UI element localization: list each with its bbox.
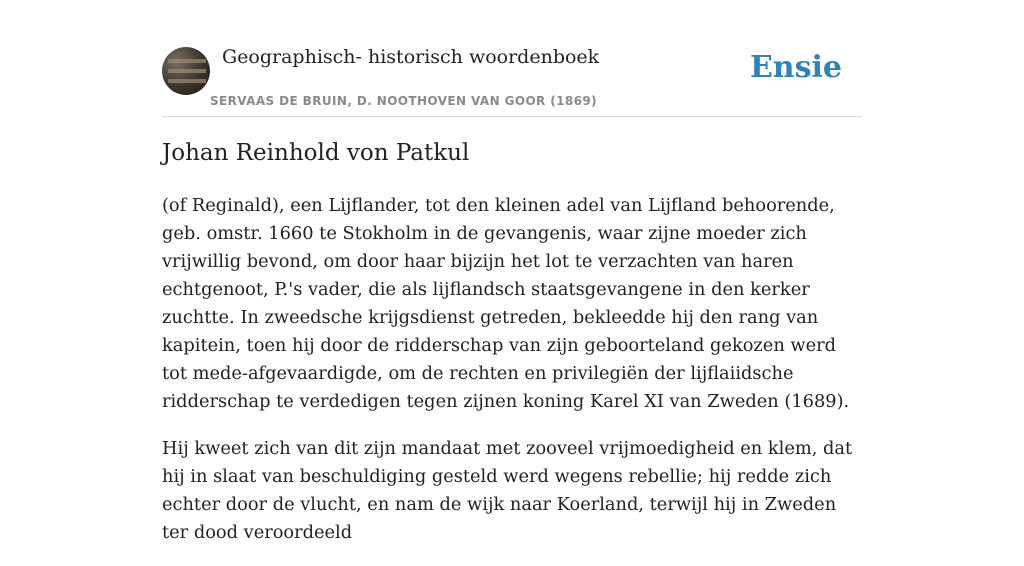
book-header [162, 40, 862, 117]
ensie-logo[interactable]: Ensie [749, 50, 842, 85]
entry-body [162, 192, 862, 566]
entry-paragraph-1: (of Reginald), een Lijflander, tot den kleinen adel van Lijfland behoorende, geb. omstr. 1660 te Stokholm in de gevangenis, waar zijne moeder zich vrijwillig bevond, om door haar bijzijn het lot te verzachten van haren echtgenoot, P.'s vader, die als lijflandsch staatsgevangene in den kerker zuchtte. In zweedsche krijgsdienst getreden, bekleedde hij den rang van kapitein, toen hij door de ridderschap van zijn geboorteland gekozen werd tot mede-afgevaardigde, om de rechten en privilegiën der lijflaiidsche ridderschap te verdedigen tegen zijnen koning Karel XI van Zweden (1689). [162, 195, 850, 412]
entry-paragraph-2: Hij kweet zich van dit zijn mandaat met zooveel vrijmoedigheid en klem, dat hij in slaat van beschuldiging gesteld werd wegens rebellie; hij redde zich echter door de vlucht, en nam de wijk naar Koerland, terwijl hij in Zweden ter dood veroordeeld [162, 438, 853, 543]
entry-title: Johan Reinhold von Patkul [162, 140, 470, 166]
book-title-link[interactable]: Geographisch- historisch woordenboek [222, 46, 600, 68]
book-cover-avatar[interactable] [162, 47, 210, 95]
book-author: SERVAAS DE BRUIN, D. NOOTHOVEN VAN GOOR (1869) [210, 94, 598, 108]
